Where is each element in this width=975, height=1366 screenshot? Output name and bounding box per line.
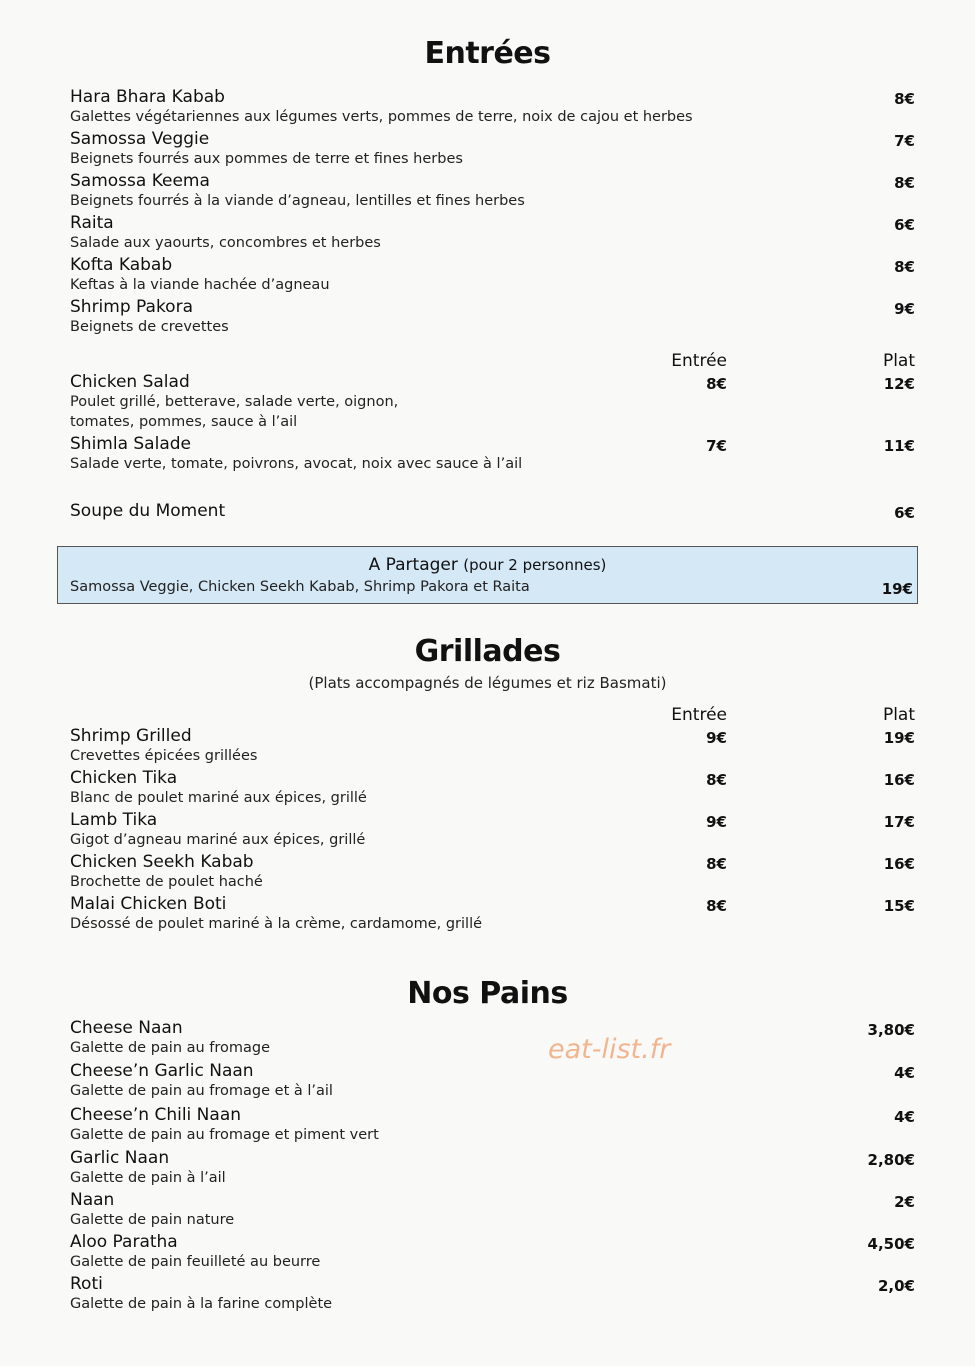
menu-item: [70, 1190, 920, 1230]
item-price: 3,80€: [867, 1021, 915, 1039]
item-price: 4€: [894, 1108, 915, 1126]
item-price: 8€: [894, 90, 915, 108]
item-name: Chicken Salad: [70, 372, 190, 392]
item-price: 4,50€: [867, 1235, 915, 1253]
item-desc: Galettes végétariennes aux légumes verts, pommes de terre, noix de cajou et herbes: [70, 109, 693, 125]
item-desc: Beignets de crevettes: [70, 319, 229, 335]
menu-item: [70, 1232, 920, 1272]
menu-item: [70, 894, 920, 934]
item-name: Lamb Tika: [70, 810, 158, 830]
share-price: 19€: [881, 580, 913, 598]
menu-item: [70, 1274, 920, 1314]
item-name: Naan: [70, 1190, 115, 1210]
menu-item: [70, 852, 920, 892]
item-name: Cheese’n Garlic Naan: [70, 1061, 254, 1081]
item-price: 2€: [894, 1193, 915, 1211]
column-head-plat: Plat: [882, 351, 915, 371]
item-desc: Beignets fourrés aux pommes de terre et fines herbes: [70, 151, 463, 167]
item-desc: Galette de pain à l’ail: [70, 1170, 226, 1186]
grillades-title: Grillades: [414, 634, 561, 669]
item-price-plat: 16€: [883, 855, 915, 873]
menu-item: [70, 726, 920, 766]
item-price-entree: 8€: [706, 771, 727, 789]
item-name: Garlic Naan: [70, 1148, 170, 1168]
item-price: 4€: [894, 1064, 915, 1082]
menu-item: [70, 171, 920, 211]
item-desc: Keftas à la viande hachée d’agneau: [70, 277, 330, 293]
item-price-entree: 8€: [706, 375, 727, 393]
item-desc: Galette de pain à la farine complète: [70, 1296, 333, 1312]
menu-item: [70, 255, 920, 295]
item-desc: Poulet grillé, betterave, salade verte, oignon,: [70, 394, 399, 410]
menu-item: [70, 810, 920, 850]
item-name: Shimla Salade: [70, 434, 191, 454]
item-desc: Galette de pain au fromage: [70, 1040, 271, 1056]
item-price-entree: 8€: [706, 855, 727, 873]
pains-title: Nos Pains: [407, 976, 568, 1011]
item-name: Malai Chicken Boti: [70, 894, 227, 914]
item-price: 6€: [894, 216, 915, 234]
item-price-plat: 12€: [883, 375, 915, 393]
item-price-plat: 19€: [883, 729, 915, 747]
column-head-plat: Plat: [882, 705, 915, 725]
item-name: Shrimp Grilled: [70, 726, 192, 746]
item-desc: Galette de pain feuilleté au beurre: [70, 1254, 321, 1270]
share-title: [58, 555, 917, 575]
item-desc: Galette de pain au fromage et piment vert: [70, 1127, 379, 1143]
item-name: Cheese’n Chili Naan: [70, 1105, 242, 1125]
item-price-plat: 15€: [883, 897, 915, 915]
item-name: Roti: [70, 1274, 103, 1294]
menu-item: [70, 1061, 920, 1101]
item-price-plat: 17€: [883, 813, 915, 831]
item-name: Soupe du Moment: [70, 501, 226, 521]
item-name: Raita: [70, 213, 114, 233]
column-head-entree: Entrée: [671, 705, 727, 725]
item-desc: Galette de pain nature: [70, 1212, 235, 1228]
menu-item: [70, 1018, 920, 1058]
share-note: (pour 2 personnes): [463, 556, 607, 574]
item-price: 8€: [894, 174, 915, 192]
watermark: eat-list.fr: [548, 1034, 671, 1065]
share-box: [57, 546, 918, 604]
menu-item: [70, 129, 920, 169]
item-price-entree: 9€: [706, 729, 727, 747]
item-desc: Désossé de poulet mariné à la crème, cardamome, grillé: [70, 916, 483, 932]
item-desc: Blanc de poulet mariné aux épices, grillé: [70, 790, 367, 806]
item-desc: Beignets fourrés à la viande d’agneau, lentilles et fines herbes: [70, 193, 525, 209]
item-desc: Brochette de poulet haché: [70, 874, 263, 890]
item-name: Samossa Veggie: [70, 129, 210, 149]
item-name: Chicken Tika: [70, 768, 178, 788]
menu-item: [70, 768, 920, 808]
item-price-entree: 9€: [706, 813, 727, 831]
entrees-title: Entrées: [424, 36, 551, 71]
item-desc: Galette de pain au fromage et à l’ail: [70, 1083, 333, 1099]
item-desc: Salade aux yaourts, concombres et herbes: [70, 235, 381, 251]
item-price-entree: 7€: [706, 437, 727, 455]
item-price: 2,80€: [867, 1151, 915, 1169]
item-name: Samossa Keema: [70, 171, 210, 191]
item-name: Hara Bhara Kabab: [70, 87, 225, 107]
item-price: 9€: [894, 300, 915, 318]
item-price: 6€: [894, 504, 915, 522]
item-name: Shrimp Pakora: [70, 297, 193, 317]
item-desc: tomates, pommes, sauce à l’ail: [70, 414, 298, 430]
menu-item: [70, 434, 920, 474]
item-desc: Gigot d’agneau mariné aux épices, grillé: [70, 832, 366, 848]
menu-item: [70, 1105, 920, 1145]
item-price-plat: 16€: [883, 771, 915, 789]
menu-item: [70, 501, 920, 521]
share-title-text: A Partager: [368, 555, 458, 575]
menu-item: [70, 372, 920, 432]
share-items: Samossa Veggie, Chicken Seekh Kabab, Shrimp Pakora et Raita: [70, 579, 530, 595]
item-price: 8€: [894, 258, 915, 276]
item-name: Cheese Naan: [70, 1018, 183, 1038]
grillades-subtitle: (Plats accompagnés de légumes et riz Basmati): [308, 674, 667, 692]
menu-item: [70, 87, 920, 127]
item-name: Aloo Paratha: [70, 1232, 178, 1252]
item-price-plat: 11€: [883, 437, 915, 455]
menu-item: [70, 297, 920, 337]
item-name: Chicken Seekh Kabab: [70, 852, 254, 872]
column-head-entree: Entrée: [671, 351, 727, 371]
item-price: 7€: [894, 132, 915, 150]
menu-item: [70, 1148, 920, 1188]
item-name: Kofta Kabab: [70, 255, 173, 275]
item-desc: Salade verte, tomate, poivrons, avocat, noix avec sauce à l’ail: [70, 456, 523, 472]
item-desc: Crevettes épicées grillées: [70, 748, 258, 764]
item-price: 2,0€: [877, 1277, 915, 1295]
item-price-entree: 8€: [706, 897, 727, 915]
menu-item: [70, 213, 920, 253]
